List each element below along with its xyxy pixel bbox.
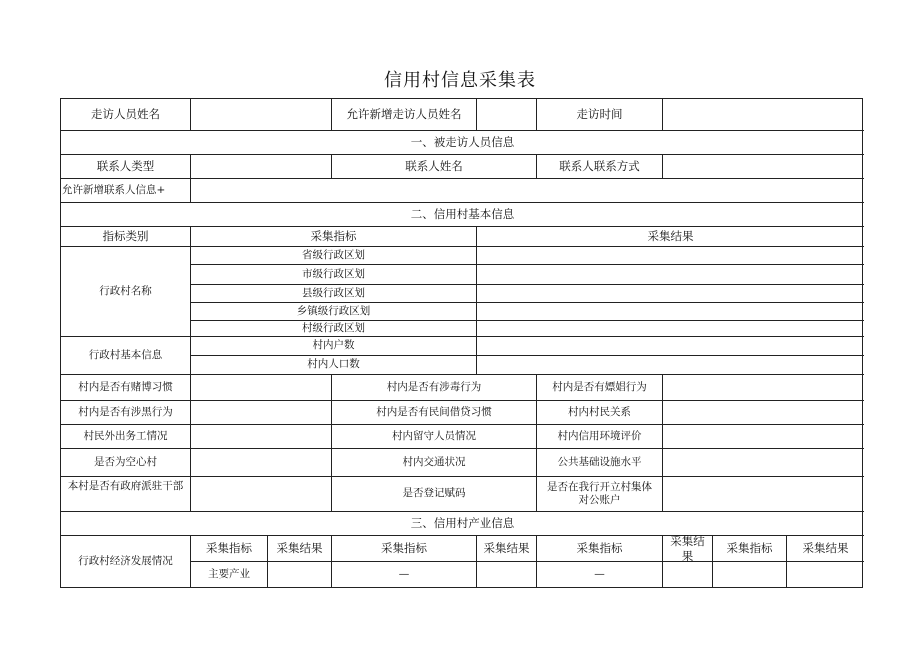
admin-result-input[interactable] [477, 321, 864, 337]
indicator-label: 村内留守人员情况 [332, 425, 537, 449]
admin-item: 市级行政区划 [191, 265, 477, 285]
industry-result-input[interactable] [477, 562, 537, 588]
indicator-label: 村内是否有涉毒行为 [332, 375, 537, 401]
indicator-input[interactable] [191, 449, 332, 477]
visitor-name-input[interactable] [191, 99, 332, 131]
indicator-input[interactable] [191, 375, 332, 401]
indicator-input[interactable] [663, 425, 864, 449]
add-visitor-input[interactable] [477, 99, 537, 131]
col-indicator-header: 采集指标 [191, 227, 477, 247]
indicator-label: 村内村民关系 [537, 401, 663, 425]
indicator-label: 村内是否有嫖娼行为 [537, 375, 663, 401]
visit-time-input[interactable] [663, 99, 864, 131]
col-result-header: 采集结果 [663, 536, 713, 562]
contact-name-label: 联系人姓名 [332, 155, 537, 179]
visit-time-label: 走访时间 [537, 99, 663, 131]
admin-result-input[interactable] [477, 265, 864, 285]
section2-title: 二、信用村基本信息 [61, 203, 864, 227]
main-industry-label: 主要产业 [191, 562, 268, 588]
contact-phone-input[interactable] [663, 155, 864, 179]
industry-result-input[interactable] [787, 562, 864, 588]
industry-result-input[interactable] [663, 562, 713, 588]
add-visitor-label: 允许新增走访人员姓名 [332, 99, 477, 131]
indicator-input[interactable] [663, 375, 864, 401]
indicator-input[interactable] [191, 477, 332, 512]
form-table [60, 98, 863, 588]
industry-result-input[interactable] [268, 562, 332, 588]
col-category-header: 指标类别 [61, 227, 191, 247]
admin-result-input[interactable] [477, 303, 864, 321]
col-indicator-header: 采集指标 [713, 536, 787, 562]
col-result-header: 采集结果 [477, 536, 537, 562]
admin-item: 村级行政区划 [191, 321, 477, 337]
indicator-label: 本村是否有政府派驻干部 [61, 477, 191, 512]
indicator-label: 村民外出务工情况 [61, 425, 191, 449]
section3-title: 三、信用村产业信息 [61, 512, 864, 536]
indicator-label: 公共基础设施水平 [537, 449, 663, 477]
indicator-input[interactable] [191, 401, 332, 425]
indicator-input[interactable] [191, 425, 332, 449]
add-contact-area[interactable] [191, 179, 864, 203]
indicator-label: 是否为空心村 [61, 449, 191, 477]
admin-result-input[interactable] [477, 285, 864, 303]
indicator-label: 村内是否有赌博习惯 [61, 375, 191, 401]
admin-item: 乡镇级行政区划 [191, 303, 477, 321]
contact-type-input[interactable] [191, 155, 332, 179]
industry-indicator-dash: — [332, 562, 477, 588]
visitor-name-label: 走访人员姓名 [61, 99, 191, 131]
add-contact-button[interactable]: 允许新增联系人信息+ [61, 179, 191, 203]
indicator-input[interactable] [663, 449, 864, 477]
basic-item: 村内户数 [191, 337, 477, 356]
col-result-header: 采集结果 [787, 536, 864, 562]
industry-indicator-dash: — [537, 562, 663, 588]
basic-result-input[interactable] [477, 337, 864, 356]
admin-result-input[interactable] [477, 247, 864, 265]
contact-type-label: 联系人类型 [61, 155, 191, 179]
basic-result-input[interactable] [477, 356, 864, 375]
indicator-label: 村内是否有民间借贷习惯 [332, 401, 537, 425]
section1-title: 一、被走访人员信息 [61, 131, 864, 155]
indicator-label: 是否登记赋码 [332, 477, 537, 512]
form-title: 信用村信息采集表 [384, 70, 536, 91]
econ-label: 行政村经济发展情况 [61, 536, 191, 588]
indicator-label: 是否在我行开立村集体对公账户 [537, 477, 663, 512]
contact-phone-label: 联系人联系方式 [537, 155, 663, 179]
col-result-header: 采集结果 [268, 536, 332, 562]
indicator-label: 村内交通状况 [332, 449, 537, 477]
admin-item: 省级行政区划 [191, 247, 477, 265]
basic-item: 村内人口数 [191, 356, 477, 375]
indicator-label: 村内信用环境评价 [537, 425, 663, 449]
col-result-header: 采集结果 [477, 227, 864, 247]
indicator-label: 村内是否有涉黑行为 [61, 401, 191, 425]
admin-name-label: 行政村名称 [61, 247, 191, 337]
indicator-input[interactable] [663, 477, 864, 512]
indicator-input[interactable] [663, 401, 864, 425]
col-indicator-header: 采集指标 [191, 536, 268, 562]
admin-item: 县级行政区划 [191, 285, 477, 303]
basic-info-label: 行政村基本信息 [61, 337, 191, 375]
col-indicator-header: 采集指标 [332, 536, 477, 562]
col-indicator-header: 采集指标 [537, 536, 663, 562]
industry-indicator-cell [713, 562, 787, 588]
